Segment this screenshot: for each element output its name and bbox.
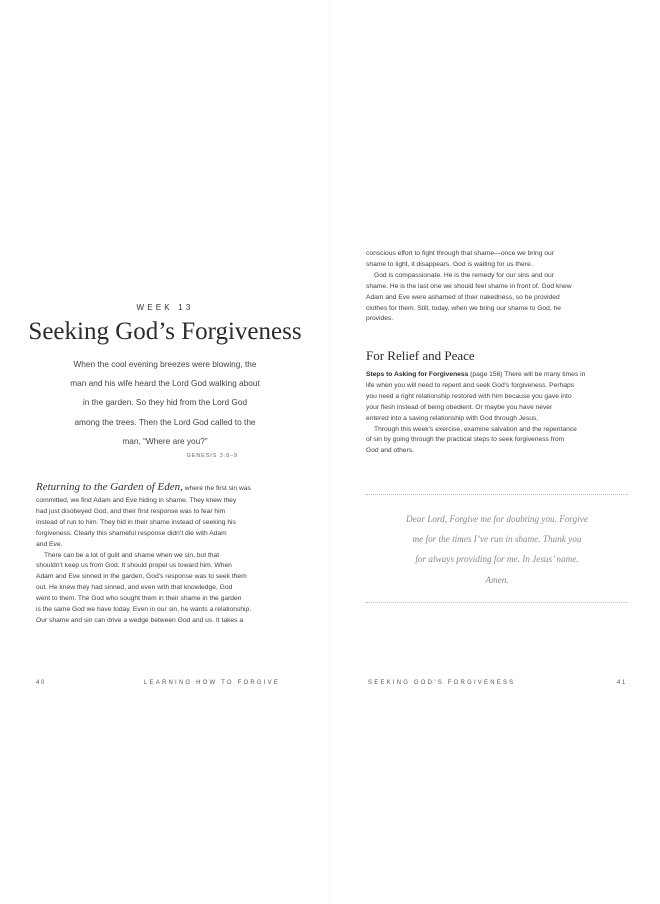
body-text-line: Adam and Eve sinned in the garden, God’s response was to seek them [36,573,247,581]
left-body-text [36,480,298,627]
body-text-line: instead of run to him. They hid in their shame instead of seeking his [36,518,236,526]
body-text-line: your flesh instead of being obedient. Or maybe you have never [366,403,553,411]
scripture-line: man and his wife heard the Lord God walking about [70,378,260,389]
scripture-reference: GENESIS 3:8–9 [186,453,238,460]
body-text-line: shouldn’t keep us from God. It should propel us toward him. When [36,562,232,570]
prayer-line: Amen. [485,574,509,585]
body-text-line: God and others. [366,447,414,455]
body-text-line: of sin by going through the practical steps to seek forgiveness from [366,436,565,444]
body-text-line: went to them. The God who sought them in their shame in the garden [36,595,242,603]
body-text-line: Our shame and sin can drive a wedge between God and us. It takes a [36,616,244,624]
body-text-line: life when you will need to repent and seek God’s forgiveness. Perhaps [366,381,575,389]
body-text-line: forgiveness. Clearly this shameful response didn’t die with Adam [36,529,227,537]
body-text-line: out. He knew they had sinned, and even with that knowledge, God [36,584,233,592]
body-text-line: Adam and Eve were ashamed of their nakedness, so he provided [366,293,560,301]
week-label: WEEK 13 [136,303,194,312]
body-text-line: committed, we find Adam and Eve hiding in shame. They knew they [36,497,237,504]
right-page [330,0,660,904]
running-title-right: SEEKING GOD’S FORGIVENESS [368,680,516,686]
scripture-line: man, “Where are you?” [122,435,208,446]
scripture-line: among the trees. Then the Lord God called to the [74,416,256,427]
prayer-line: Dear Lord, Forgive me for doubting you. Forgive [406,514,588,524]
body-text-line: you need a right relationship restored with him because you gave into [366,392,572,400]
page-number-right: 41 [617,680,627,686]
prayer-line: me for the times I’ve run in shame. Thank you [412,534,582,545]
chapter-title: Seeking God’s Forgiveness [28,318,302,345]
lead-in-phrase: Returning to the Garden of Eden, [36,481,183,493]
steps-first-line [366,370,628,381]
right-body-text-top [366,249,628,325]
prayer-box [366,494,628,603]
body-text-line: had just disobeyed God, and their first response was to fear him [36,507,226,515]
right-body-text-bottom [366,370,628,457]
steps-label: Steps to Asking for Forgiveness [366,371,469,378]
prayer-text [366,495,628,602]
body-text-line: where the first sin was [182,485,251,492]
page-number-left: 40 [36,680,46,686]
scripture-line: in the garden. So they hid from the Lord God [82,397,248,408]
prayer-line: for always providing for me. In Jesus’ name. [415,554,579,565]
body-text-line: clothes for them. Still, today, when we bring our shame to God, he [366,304,562,312]
running-title-left: LEARNING HOW TO FORGIVE [144,680,281,686]
body-text-line: There can be a lot of guilt and shame when we sin, but that [44,551,220,559]
section-heading: For Relief and Peace [366,348,475,363]
body-text-line: is the same God we have today. Even in our sin, he wants a relationship. [36,606,252,614]
body-text-line: (page 156) There will be many times in [468,371,586,378]
body-first-line [36,480,298,496]
body-text-line: conscious effort to fight through that shame—once we bring our [366,250,554,257]
body-text-line: and Eve. [36,540,63,548]
body-text-line: Through this week’s exercise, examine salvation and the repentance [374,425,577,433]
body-text-line: shame to light, it disappears. God is waiting for us there. [366,260,533,268]
scripture-line: When the cool evening breezes were blowing, the [73,359,257,369]
body-text-line: shame. He is the last one we should feel shame in front of. God knew [366,282,572,290]
body-text-line: God is compassionate. He is the remedy for our sins and our [374,271,554,279]
dotted-divider-bottom [366,602,628,603]
body-text-line: entered into a saving relationship with God through Jesus. [366,414,539,422]
scripture-quote [40,355,290,459]
body-text-line: provides. [366,315,394,323]
